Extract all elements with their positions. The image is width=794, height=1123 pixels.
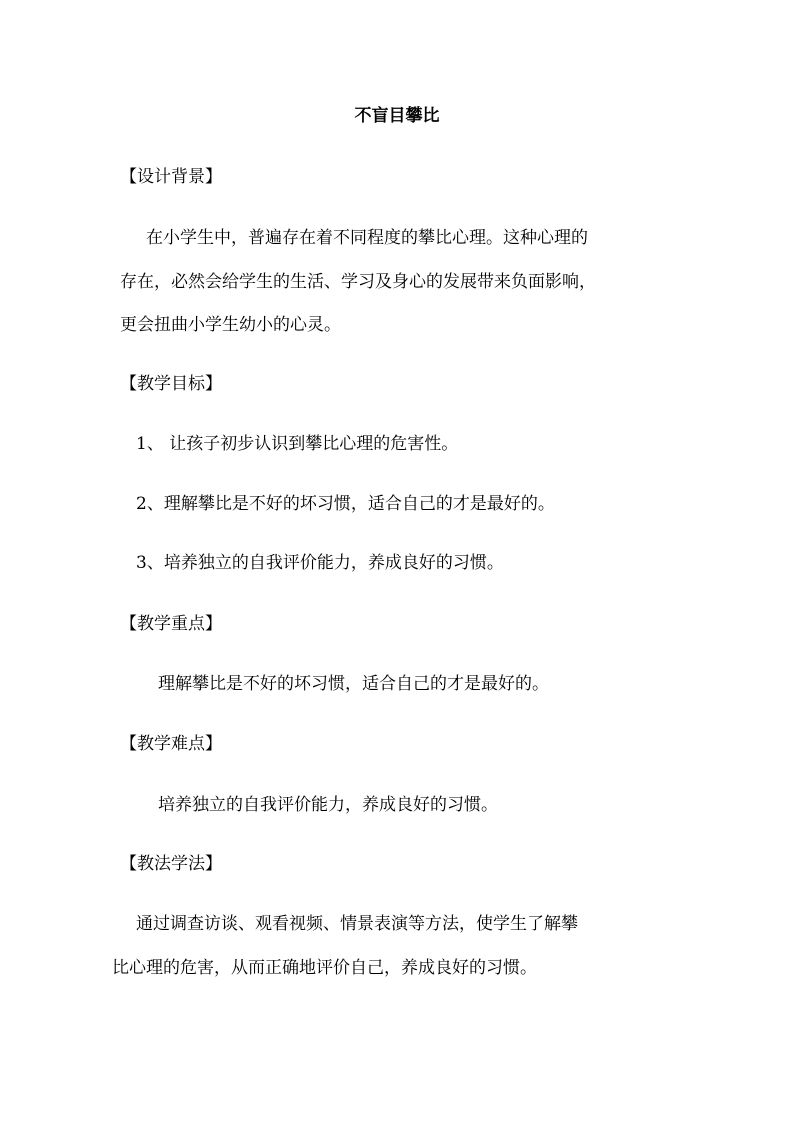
background-paragraph-line-3: 更会扭曲小学生幼小的心灵。 <box>120 315 341 335</box>
section-heading-key-points: 【教学重点】 <box>120 614 222 634</box>
section-heading-background: 【设计背景】 <box>120 167 222 187</box>
background-paragraph-line-1: 在小学生中，普遍存在着不同程度的攀比心理。这种心理的 <box>146 228 588 248</box>
key-points-text: 理解攀比是不好的坏习惯，适合自己的才是最好的。 <box>158 674 549 694</box>
goal-item-2: 2、理解攀比是不好的坏习惯，适合自己的才是最好的。 <box>136 494 555 514</box>
section-heading-methods: 【教法学法】 <box>120 854 222 874</box>
methods-paragraph-line-2: 比心理的危害，从而正确地评价自己，养成良好的习惯。 <box>112 958 537 978</box>
methods-paragraph-line-1: 通过调查访谈、观看视频、情景表演等方法，使学生了解攀 <box>136 914 578 934</box>
goal-item-1: 1、 让孩子初步认识到攀比心理的危害性。 <box>136 434 459 454</box>
goal-item-3: 3、培养独立的自我评价能力，养成良好的习惯。 <box>136 553 504 573</box>
background-paragraph-line-2: 存在，必然会给学生的生活、学习及身心的发展带来负面影响， <box>120 272 596 292</box>
section-heading-goals: 【教学目标】 <box>120 374 222 394</box>
section-heading-difficulties: 【教学难点】 <box>120 734 222 754</box>
difficulties-text: 培养独立的自我评价能力，养成良好的习惯。 <box>158 795 498 815</box>
document-title: 不盲目攀比 <box>354 106 440 126</box>
